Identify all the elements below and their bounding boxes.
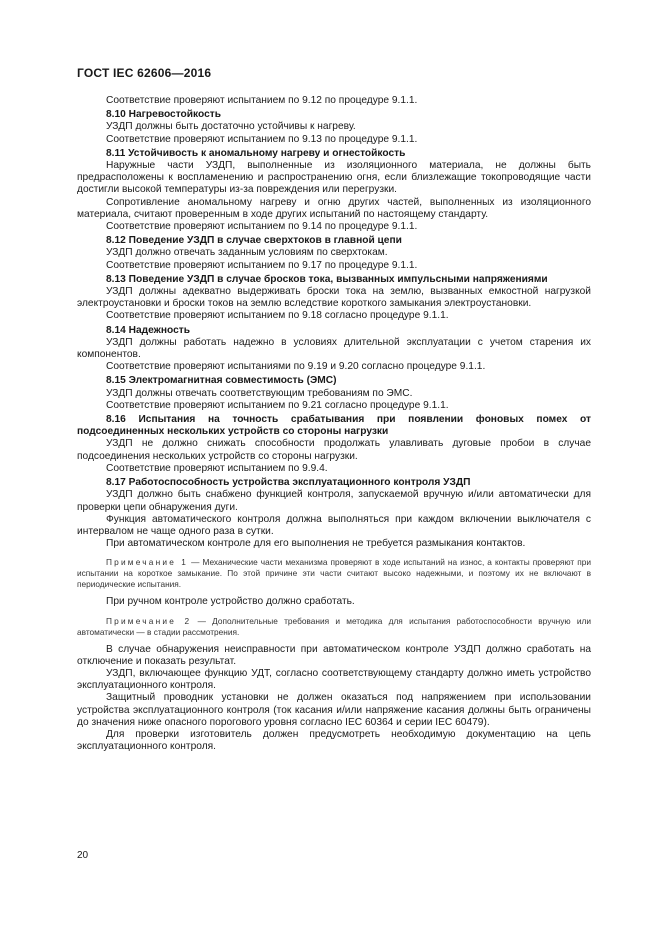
body-paragraph: Соответствие проверяют испытанием по 9.17 по процедуре 9.1.1. [106,259,418,271]
body-paragraph: УЗДП должно быть снабжено функцией контроля, запускаемой вручную и/или автоматически для проверки цепи обнаружения дуги. [77,489,591,513]
body-paragraph: Соответствие проверяют испытанием по 9.14 по процедуре 9.1.1. [106,221,418,233]
section-heading: 8.11 Устойчивость к аномальному нагреву и огнестойкость [106,147,406,159]
document-body [77,95,591,753]
note [77,616,591,638]
body-paragraph: УЗДП должны отвечать соответствующим требованиям по ЭМС. [106,387,413,399]
body-paragraph: Функция автоматического контроля должна выполняться при каждом включении выключателя с интервалом не чаще одного раза в сутки. [77,513,591,537]
standard-title: ГОСТ IEC 62606—2016 [77,66,212,80]
body-paragraph: УЗДП не должно снижать способности продолжать улавливать дуговые пробои в случае подсоединения нескольких устройств со стороны нагрузки. [77,438,591,462]
body-paragraph: Соответствие проверяют испытанием по 9.18 согласно процедуре 9.1.1. [106,310,449,322]
note-text: — Дополнительные требования и методика для испытания работоспособности вручную или автоматически — в стадии рассмотрения. [77,615,591,637]
section-heading: 8.10 Нагревостойкость [106,109,222,121]
body-paragraph: Защитный проводник установки не должен оказаться под напряжением при использовании устройства эксплуатационного контроля (ток касания и/или напряжение касания должны быть ограничены до значения ниже опасного порогового уровня согласно IEC 60364 и серии IEC 60479). [77,692,591,728]
body-paragraph: Соответствие проверяют испытанием по 9.12 по процедуре 9.1.1. [106,95,418,106]
body-paragraph: Соответствие проверяют испытанием по 9.13 по процедуре 9.1.1. [106,133,418,145]
page-number: 20 [77,850,89,861]
body-paragraph: В случае обнаружения неисправности при автоматическом контроле УЗДП должно сработать на отключение и показать результат. [77,643,591,667]
body-paragraph: УЗДП должны быть достаточно устойчивы к нагреву. [106,121,356,133]
note-text: — Механические части механизма проверяют в ходе испытаний на износ, а контакты проверяют при испытании на короткое замыкание. По этой причине эти части считают высоко надежными, и поэтому их не включают в периодические испытания. [77,557,591,590]
body-paragraph: УЗДП должно отвечать заданным условиям по сверхтокам. [106,247,388,259]
section-heading: 8.14 Надежность [106,324,191,336]
note-label: Примечание 2 [106,615,192,626]
section-heading: 8.13 Поведение УЗДП в случае бросков тока, вызванных импульсными напряжениями [106,273,548,285]
note-label: Примечание 1 [106,557,189,568]
body-paragraph: Соответствие проверяют испытаниями по 9.19 и 9.20 согласно процедуре 9.1.1. [106,361,486,373]
section-heading: 8.16 Испытания на точность срабатывания при появлении фоновых помех от подсоединенных нескольких устройств со стороны нагрузки [77,414,591,438]
body-paragraph: Сопротивление аномальному нагреву и огню других частей, выполненных из изоляционного материала, считают проверенным в ходе других испытаний по настоящему стандарту. [77,196,591,220]
section-heading: 8.15 Электромагнитная совместимость (ЭМС) [106,375,337,387]
body-paragraph: При ручном контроле устройство должно сработать. [106,596,355,608]
body-paragraph: При автоматическом контроле для его выполнения не требуется размыкания контактов. [106,538,526,550]
body-paragraph: Для проверки изготовитель должен предусмотреть необходимую документацию на цепь эксплуатационного контроля. [77,728,591,753]
body-paragraph: УЗДП должны адекватно выдерживать броски тока на землю, вызванных емкостной нагрузкой электроустановки и броски токов на землю вследствие короткого замыкания электроустановки. [77,286,591,310]
body-paragraph: Соответствие проверяют испытанием по 9.21 согласно процедуре 9.1.1. [106,399,449,411]
body-paragraph: Соответствие проверяют испытанием по 9.9.4. [106,462,328,474]
section-heading: 8.12 Поведение УЗДП в случае сверхтоков в главной цепи [106,235,402,247]
section-heading: 8.17 Работоспособность устройства эксплуатационного контроля УЗДП [106,477,471,489]
body-paragraph: УЗДП должны работать надежно в условиях длительной эксплуатации с учетом старения их компонентов. [77,336,591,361]
body-paragraph: Наружные части УЗДП, выполненные из изоляционного материала, не должны быть предрасположены к воспламенению и распространению огня, если близлежащие токопроводящие части достигли высокой температуры из-за повреждения или перегрузки. [77,160,591,196]
body-paragraph: УЗДП, включающее функцию УДТ, согласно соответствующему стандарту должно иметь устройство эксплуатационного контроля. [77,667,591,692]
note [77,557,591,590]
